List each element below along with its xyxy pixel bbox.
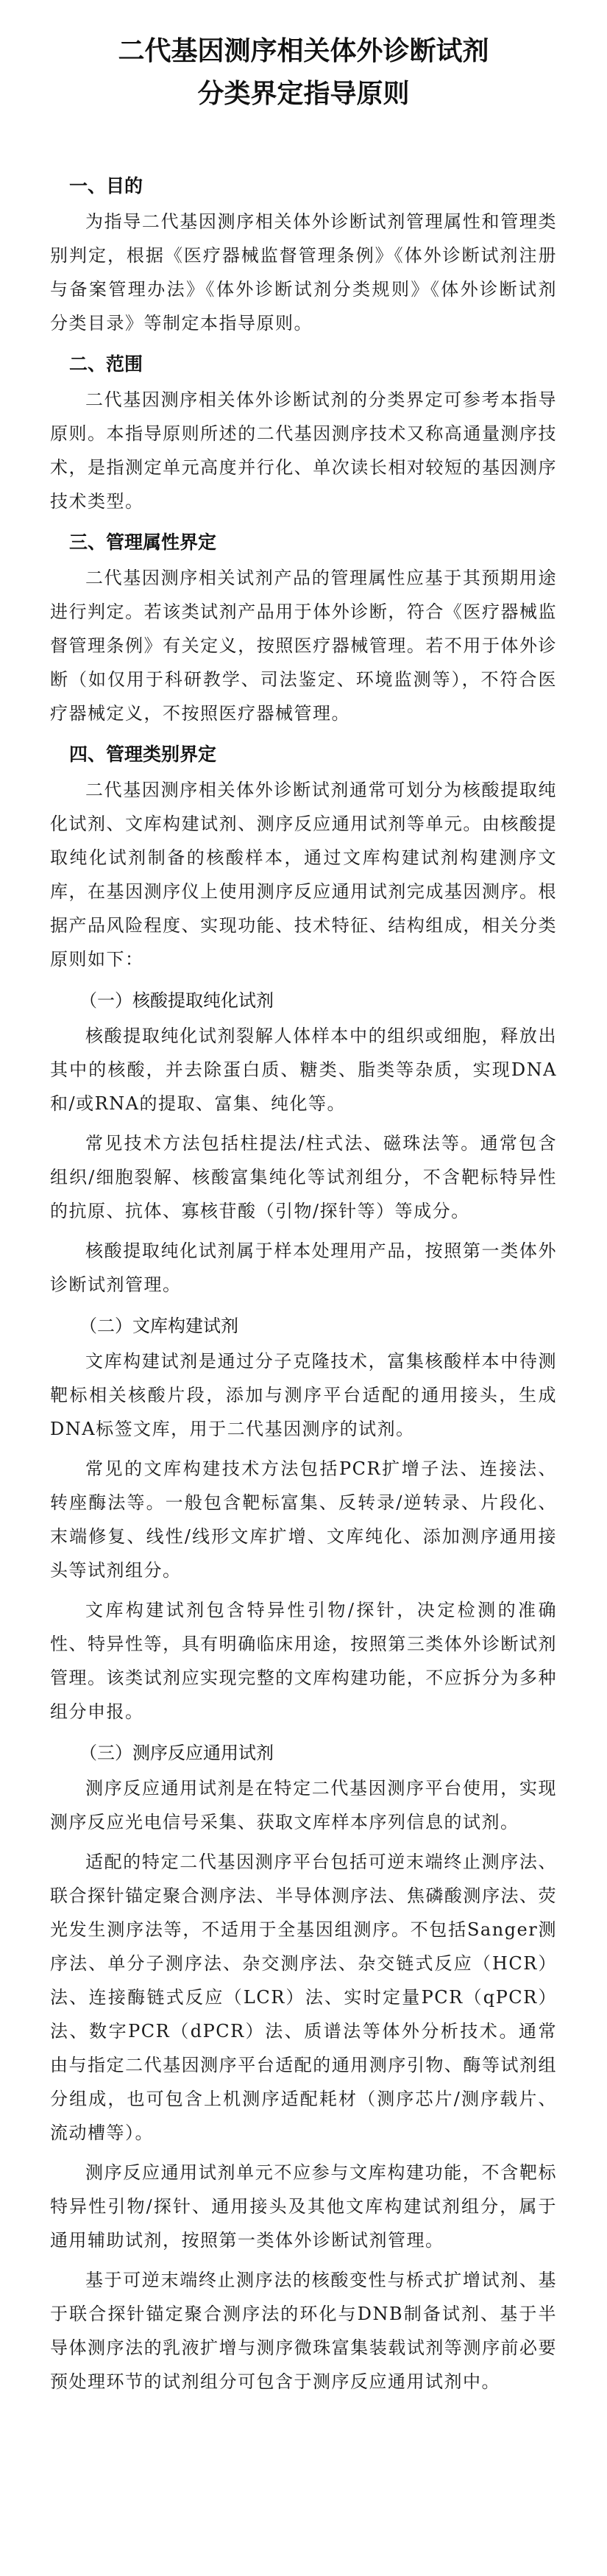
extraction-paragraph-3: 核酸提取纯化试剂属于样本处理用产品，按照第一类体外诊断试剂管理。 [50,1241,557,1295]
sequencing-paragraph-4: 基于可逆末端终止测序法的核酸变性与桥式扩增试剂、基于联合探针锚定聚合测序法的环化与DNB制备试剂、基于半导体测序法的乳液扩增与测序微珠富集装载试剂等测序前必要预处理环节的试剂组分可包含于测序反应通用试剂中。 [50,2270,557,2392]
extraction-paragraph-1: 核酸提取纯化试剂裂解人体样本中的组织或细胞，释放出其中的核酸，并去除蛋白质、糖类、脂类等杂质，实现DNA和/或RNA的提取、富集、纯化等。 [50,1026,557,1114]
purpose-paragraph: 为指导二代基因测序相关体外诊断试剂管理属性和管理类别判定，根据《医疗器械监督管理条例》《体外诊断试剂注册与备案管理办法》《体外诊断试剂分类规则》《体外诊断试剂分类目录》等制定本指导原则。 [50,211,557,334]
sequencing-paragraph-2: 适配的特定二代基因测序平台包括可逆末端终止测序法、联合探针锚定聚合测序法、半导体测序法、焦磷酸测序法、荧光发生测序法等，不适用于全基因组测序。不包括Sanger测序法、单分子测序法、杂交测序法、杂交链式反应（HCR）法、连接酶链式反应（LCR）法、实时定量PCR（qPCR）法、数字PCR（dPCR）法、质谱法等体外分析技术。通常由与指定二代基因测序平台适配的通用测序引物、酶等试剂组分组成，也可包含上机测序适配耗材（测序芯片/测序载片、流动槽等）。 [50,1852,557,2143]
section-heading-purpose: 一、目的 [69,175,143,197]
title-line-2: 分类界定指导原则 [197,78,410,109]
subsection-heading-extraction: （一）核酸提取纯化试剂 [79,990,274,1011]
scope-paragraph: 二代基因测序相关体外诊断试剂的分类界定可参考本指导原则。本指导原则所述的二代基因测序技术又称高通量测序技术，是指测定单元高度并行化、单次读长相对较短的基因测序技术类型。 [50,389,557,512]
extraction-paragraph-2: 常见技术方法包括柱提法/柱式法、磁珠法等。通常包含组织/细胞裂解、核酸富集纯化等试剂组分，不含靶标特异性的抗原、抗体、寡核苷酸（引物/探针等）等成分。 [50,1133,557,1221]
category-paragraph: 二代基因测序相关体外诊断试剂通常可划分为核酸提取纯化试剂、文库构建试剂、测序反应通用试剂等单元。由核酸提取纯化试剂制备的核酸样本，通过文库构建试剂构建测序文库，在基因测序仪上使用测序反应通用试剂完成基因测序。根据产品风险程度、实现功能、技术特征、结构组成，相关分类原则如下： [50,780,557,970]
subsection-heading-sequencing: （三）测序反应通用试剂 [79,1743,274,1763]
sequencing-paragraph-1: 测序反应通用试剂是在特定二代基因测序平台使用，实现测序反应光电信号采集、获取文库样本序列信息的试剂。 [50,1778,557,1832]
section-heading-attribute: 三、管理属性界定 [69,532,217,553]
library-paragraph-1: 文库构建试剂是通过分子克隆技术，富集核酸样本中待测靶标相关核酸片段，添加与测序平台适配的通用接头，生成DNA标签文库，用于二代基因测序的试剂。 [50,1351,557,1439]
subsection-heading-library: （二）文库构建试剂 [79,1316,238,1336]
section-heading-category: 四、管理类别界定 [69,744,217,765]
library-paragraph-2: 常见的文库构建技术方法包括PCR扩增子法、连接法、转座酶法等。一般包含靶标富集、反转录/逆转录、片段化、末端修复、线性/线形文库扩增、文库纯化、添加测序通用接头等试剂组分。 [50,1458,557,1581]
section-heading-scope: 二、范围 [69,353,143,375]
attribute-paragraph: 二代基因测序相关试剂产品的管理属性应基于其预期用途进行判定。若该类试剂产品用于体外诊断，符合《医疗器械监督管理条例》有关定义，按照医疗器械管理。若不用于体外诊断（如仅用于科研教学、司法鉴定、环境监测等），不符合医疗器械定义，不按照医疗器械管理。 [50,568,557,724]
document-title [50,29,557,115]
title-line-1: 二代基因测序相关体外诊断试剂 [118,35,489,66]
library-paragraph-3: 文库构建试剂包含特异性引物/探针，决定检测的准确性、特异性等，具有明确临床用途，按照第三类体外诊断试剂管理。该类试剂应实现完整的文库构建功能，不应拆分为多种组分申报。 [50,1600,557,1722]
sequencing-paragraph-3: 测序反应通用试剂单元不应参与文库构建功能，不含靶标特异性引物/探针、通用接头及其他文库构建试剂组分，属于通用辅助试剂，按照第一类体外诊断试剂管理。 [50,2162,557,2251]
